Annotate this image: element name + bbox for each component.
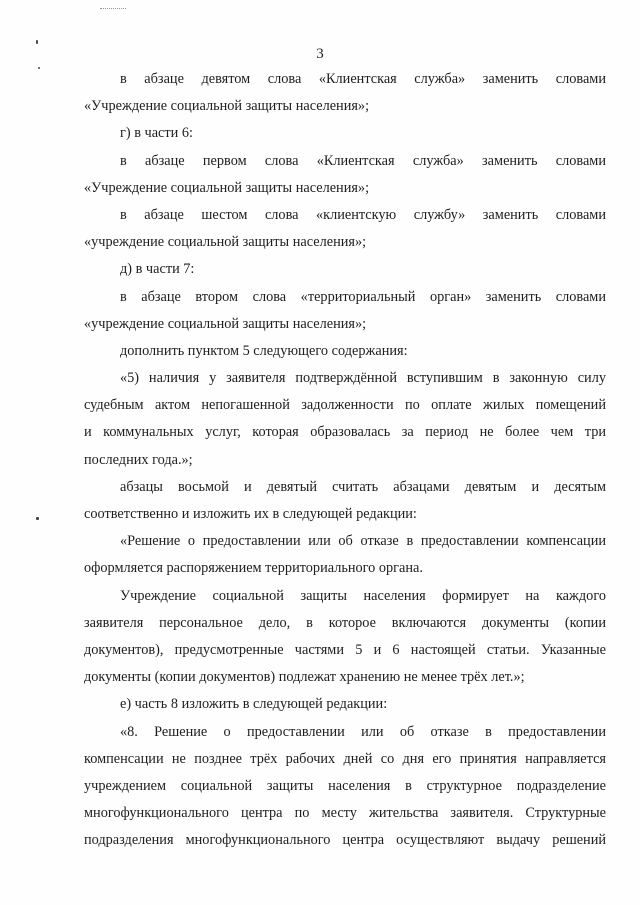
text-line: «5) наличия у заявителя подтверждённой вступившим в законную силу bbox=[120, 370, 606, 387]
text-line: судебным актом непогашенной задолженности по оплате жилых помещений bbox=[84, 397, 606, 414]
text-line: в абзаце втором слова «территориальный орган» заменить словами bbox=[120, 288, 606, 305]
text-line: документы (копии документов) подлежат хранению не менее трёх лет.»; bbox=[84, 669, 525, 686]
document-body bbox=[84, 66, 606, 854]
text-line: «Решение о предоставлении или об отказе в предоставлении компенсации bbox=[120, 533, 606, 550]
text-line: оформляется распоряжением территориального органа. bbox=[84, 560, 423, 577]
text-line: учреждением социальной защиты населения в структурное подразделение bbox=[84, 777, 606, 794]
text-line: «8. Решение о предоставлении или об отказе в предоставлении bbox=[120, 723, 606, 740]
text-line: в абзаце шестом слова «клиентскую службу» заменить словами bbox=[120, 206, 606, 223]
scan-speck bbox=[38, 67, 40, 69]
text-line: последних года.»; bbox=[84, 451, 193, 468]
text-line: в абзаце первом слова «Клиентская служба» заменить словами bbox=[120, 152, 606, 169]
text-line: компенсации не позднее трёх рабочих дней со дня его принятия направляется bbox=[84, 750, 606, 767]
text-line: «учреждение социальной защиты населения»; bbox=[84, 234, 367, 251]
text-line: в абзаце девятом слова «Клиентская служба» заменить словами bbox=[120, 71, 606, 87]
text-line: соответственно и изложить их в следующей редакции: bbox=[84, 506, 417, 522]
text-line: д) в части 7: bbox=[120, 261, 195, 278]
text-line: многофункционального центра по месту жительства заявителя. Структурные bbox=[84, 805, 606, 822]
text-line: «Учреждение социальной защиты населения»; bbox=[84, 179, 370, 196]
text-line: дополнить пунктом 5 следующего содержания: bbox=[120, 342, 408, 359]
text-line: заявителя персональное дело, в которое включаются документы (копии bbox=[84, 614, 606, 631]
text-line: «Учреждение социальной защиты населения»; bbox=[84, 98, 370, 115]
text-line: г) в части 6: bbox=[120, 125, 193, 142]
text-line: «учреждение социальной защиты населения»; bbox=[84, 315, 367, 332]
text-line: и коммунальных услуг, которая образовалась за период не более чем три bbox=[84, 424, 606, 441]
text-line: абзацы восьмой и девятый считать абзацами девятым и десятым bbox=[120, 478, 606, 495]
scan-artifact bbox=[100, 8, 126, 10]
page-number: 3 bbox=[316, 46, 324, 62]
text-line: документов), предусмотренные частями 5 и 6 настоящей статьи. Указанные bbox=[84, 641, 606, 658]
text-line: е) часть 8 изложить в следующей редакции: bbox=[120, 696, 388, 713]
text-line: подразделения многофункционального центра осуществляют выдачу решений bbox=[84, 832, 606, 849]
text-line: Учреждение социальной защиты населения формирует на каждого bbox=[120, 587, 606, 604]
scan-speck bbox=[36, 517, 39, 520]
